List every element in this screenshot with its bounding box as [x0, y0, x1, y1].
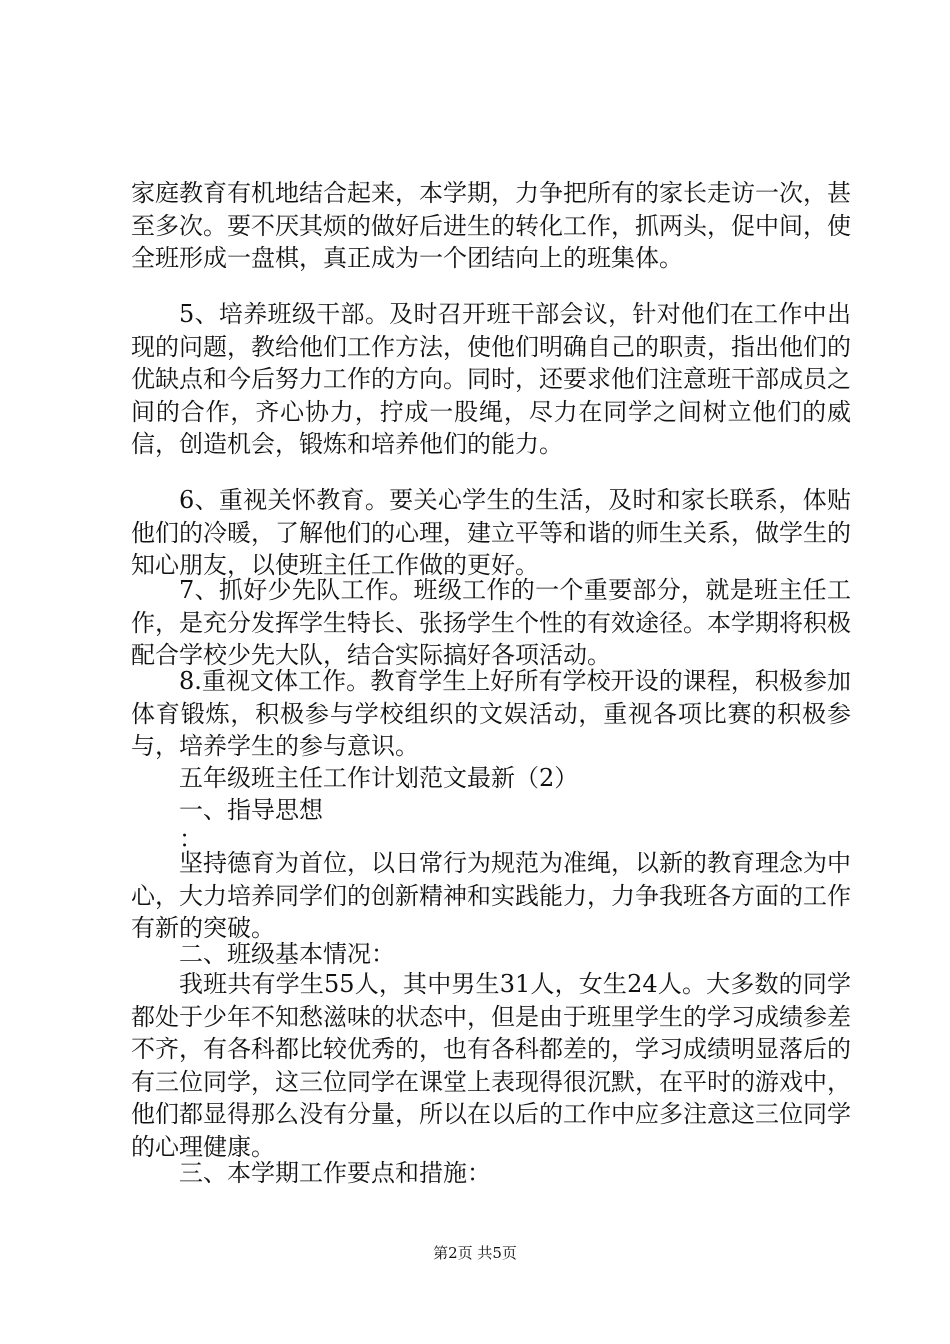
paragraph-guiding-thought: 坚持德育为首位，以日常行为规范为准绳，以新的教育理念为中心，大力培养同学们的创新精神和实践能力，力争我班各方面的工作有新的突破。 [131, 849, 851, 942]
paragraph-item-6: 6、重视关怀教育。要关心学生的生活，及时和家长联系，体贴他们的冷暖，了解他们的心理，建立平等和谐的师生关系，做学生的知心朋友，以使班主任工作做的更好。 [131, 486, 851, 579]
paragraph-item-8: 8.重视文体工作。教育学生上好所有学校开设的课程，积极参加体育锻炼，积极参与学校组织的文娱活动，重视各项比赛的积极参与，培养学生的参与意识。 [131, 667, 851, 760]
paragraph-family-education: 家庭教育有机地结合起来，本学期，力争把所有的家长走访一次，甚至多次。要不厌其烦的做好后进生的转化工作，抓两头，促中间，使全班形成一盘棋，真正成为一个团结向上的班集体。 [131, 179, 851, 272]
heading-work-points: 三、本学期工作要点和措施： [179, 1159, 491, 1187]
paragraph-item-5: 5、培养班级干部。及时召开班干部会议，针对他们在工作中出现的问题，教给他们工作方法，使他们明确自己的职责，指出他们的优缺点和今后努力工作的方向。同时，还要求他们注意班干部成员之间的合作，齐心协力，拧成一股绳，尽力在同学之间树立他们的威信，创造机会，锻炼和培养他们的能力。 [131, 300, 851, 458]
heading-class-situation: 二、班级基本情况： [179, 940, 395, 968]
section-title: 五年级班主任工作计划范文最新（2） [179, 764, 579, 792]
colon-line: ： [179, 825, 203, 853]
page-footer: 第2页 共5页 [433, 1244, 517, 1262]
paragraph-item-7: 7、抓好少先队工作。班级工作的一个重要部分，就是班主任工作，是充分发挥学生特长、张扬学生个性的有效途径。本学期将积极配合学校少先大队，结合实际搞好各项活动。 [131, 576, 851, 669]
paragraph-class-situation: 我班共有学生55人，其中男生31人，女生24人。大多数的同学都处于少年不知愁滋味的状态中，但是由于班里学生的学习成绩参差不齐，有各科都比较优秀的，也有各科都差的，学习成绩明显落后的有三位同学，这三位同学在课堂上表现得很沉默，在平时的游戏中，他们都显得那么没有分量，所以在以后的工作中应多注意这三位同学的心理健康。 [131, 970, 851, 1161]
heading-guiding-thought: 一、指导思想 [179, 796, 323, 824]
